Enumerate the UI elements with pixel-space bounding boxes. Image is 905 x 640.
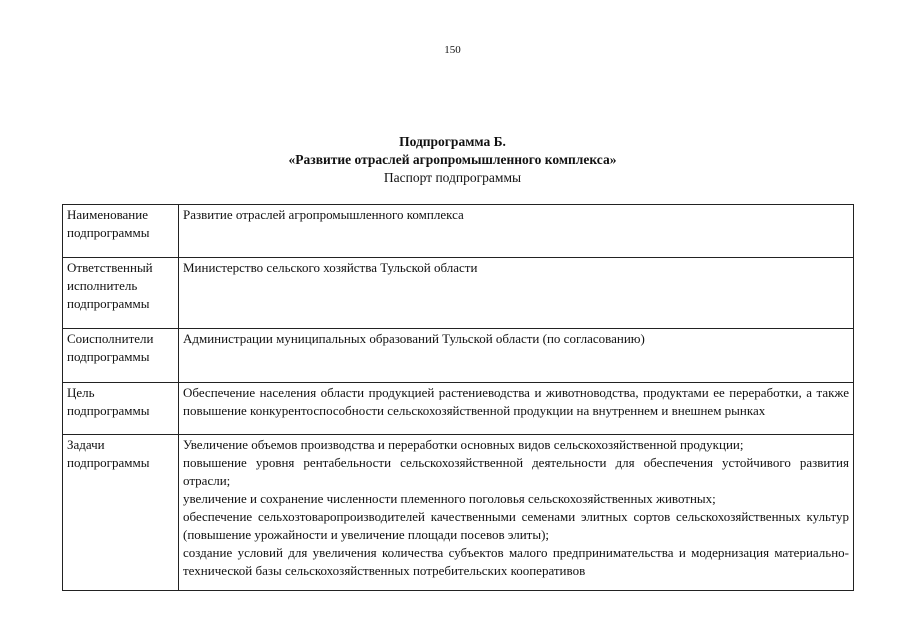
subprogram-title: Подпрограмма Б.: [399, 134, 506, 149]
row-label-executor: Ответственный исполнитель подпрограммы: [63, 258, 179, 329]
row-label-coexecutors: Соисполнители подпрограммы: [63, 329, 179, 383]
task-item: обеспечение сельхозтоваропроизводителей качественными семенами элитных сортов сельскохозяйственных культур (повышение урожайности и увеличение площади посевов элиты);: [183, 509, 849, 542]
row-label-name: Наименование подпрограммы: [63, 205, 179, 258]
row-value-tasks: [179, 435, 854, 591]
task-item: создание условий для увеличения количества субъектов малого предпринимательства и модернизация материально-технической базы сельскохозяйственных потребительских кооперативов: [183, 545, 849, 578]
table-row: [63, 329, 854, 383]
table-row: [63, 258, 854, 329]
task-item: Увеличение объемов производства и переработки основных видов сельскохозяйственной продукции;: [183, 437, 744, 452]
page-number: 150: [444, 44, 461, 56]
row-value-coexecutors: Администрации муниципальных образований Тульской области (по согласованию): [179, 329, 854, 383]
row-value-executor: Министерство сельского хозяйства Тульской области: [179, 258, 854, 329]
document-heading: [0, 133, 905, 187]
table-row: [63, 435, 854, 591]
row-value-goal: Обеспечение населения области продукцией растениеводства и животноводства, продуктами ее переработки, а также повышение конкурентоспособности сельскохозяйственной продукции на внутреннем и внешнем рынках: [179, 383, 854, 435]
table-row: [63, 383, 854, 435]
table-row: [63, 205, 854, 258]
passport-table: [62, 204, 854, 591]
task-item: увеличение и сохранение численности племенного поголовья сельскохозяйственных животных;: [183, 491, 716, 506]
task-item: повышение уровня рентабельности сельскохозяйственной деятельности для обеспечения устойчивого развития отрасли;: [183, 455, 849, 488]
row-label-goal: Цель подпрограммы: [63, 383, 179, 435]
row-label-tasks: Задачи подпрограммы: [63, 435, 179, 591]
subprogram-name: «Развитие отраслей агропромышленного комплекса»: [288, 152, 617, 167]
passport-caption: Паспорт подпрограммы: [383, 170, 522, 185]
row-value-name: Развитие отраслей агропромышленного комплекса: [179, 205, 854, 258]
